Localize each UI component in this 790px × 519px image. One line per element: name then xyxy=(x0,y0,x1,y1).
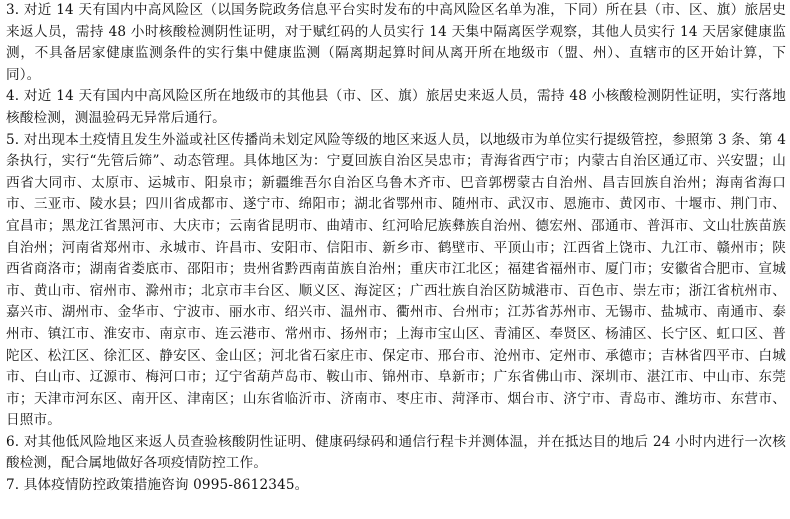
paragraph-6: 6. 对其他低风险地区来返人员查验核酸阴性证明、健康码绿码和通信行程卡并测体温，并在抵达目的地后 24 小时内进行一次核酸检测，配合属地做好各项疫情防控工作。 xyxy=(6,433,786,472)
paragraph-5: 5. 对出现本土疫情且发生外溢或社区传播尚未划定风险等级的地区来返人员，以地级市为单位实行提级管控，参照第 3 条、第 4 条执行，实行“先管后筛”、动态管理。具体地区为：宁夏回族自治区吴忠市；青海省西宁市；内蒙古自治区通辽市、兴安盟；山西省大同市、太原市、运城市、阳泉市；新疆维吾尔自治区乌鲁木齐市、巴音郭楞蒙古自治州、昌吉回族自治州；海南省海口市、三亚市、陵水县；四川省成都市、遂宁市、绵阳市；湖北省鄂州市、随州市、武汉市、恩施市、黄冈市、十堰市、荆门市、宜昌市；黑龙江省黑河市、大庆市；云南省昆明市、曲靖市、红河哈尼族彝族自治州、德宏州、邵通市、普洱市、文山壮族苗族自治州；河南省郑州市、永城市、许昌市、安阳市、信阳市、新乡市、鹤壁市、平顶山市；江西省上饶市、九江市、赣州市；陕西省商洛市；湖南省娄底市、邵阳市；贵州省黔西南苗族自治州；重庆市江北区；福建省福州市、厦门市；安徽省合肥市、宣城市、黄山市、宿州市、滁州市；北京市丰台区、顺义区、海淀区；广西壮族自治区防城港市、百色市、崇左市；浙江省杭州市、嘉兴市、湖州市、金华市、宁波市、丽水市、绍兴市、温州市、衢州市、台州市；江苏省苏州市、无锡市、盐城市、南通市、泰州市、镇江市、淮安市、南京市、连云港市、常州市、扬州市；上海市宝山区、青浦区、奉贤区、杨浦区、长宁区、虹口区、普陀区、松江区、徐汇区、静安区、金山区；河北省石家庄市、保定市、邢台市、沧州市、定州市、承德市；吉林省四平市、白城市、白山市、辽源市、梅河口市；辽宁省葫芦岛市、鞍山市、锦州市、阜新市；广东省佛山市、深圳市、湛江市、中山市、东莞市；天津市河东区、南开区、津南区；山东省临沂市、济南市、枣庄市、菏泽市、烟台市、济宁市、青岛市、潍坊市、东营市、日照市。 xyxy=(6,131,786,429)
paragraph-7: 7. 具体疫情防控政策措施咨询 0995-8612345。 xyxy=(6,477,309,494)
paragraph-4: 4. 对近 14 天有国内中高风险区所在地级市的其他县（市、区、旗）旅居史来返人员，需持 48 小核酸检测阴性证明，实行落地核酸检测，测温验码无异常后通行。 xyxy=(6,88,786,126)
policy-document xyxy=(6,0,786,497)
paragraph-3: 3. 对近 14 天有国内中高风险区（以国务院政务信息平台实时发布的中高风险区名单为准，下同）所在县（市、区、旗）旅居史来返人员，需持 48 小时核酸检测阴性证明，对于赋红码的人员实行 14 天集中隔离医学观察，其他人员实行 14 天居家健康监测，不具备居家健康监测条件的实行集中健康监测（隔离期起算时间从离开所在地级市（盟、州）、直辖市的区开始计算，下同）。 xyxy=(6,2,786,83)
